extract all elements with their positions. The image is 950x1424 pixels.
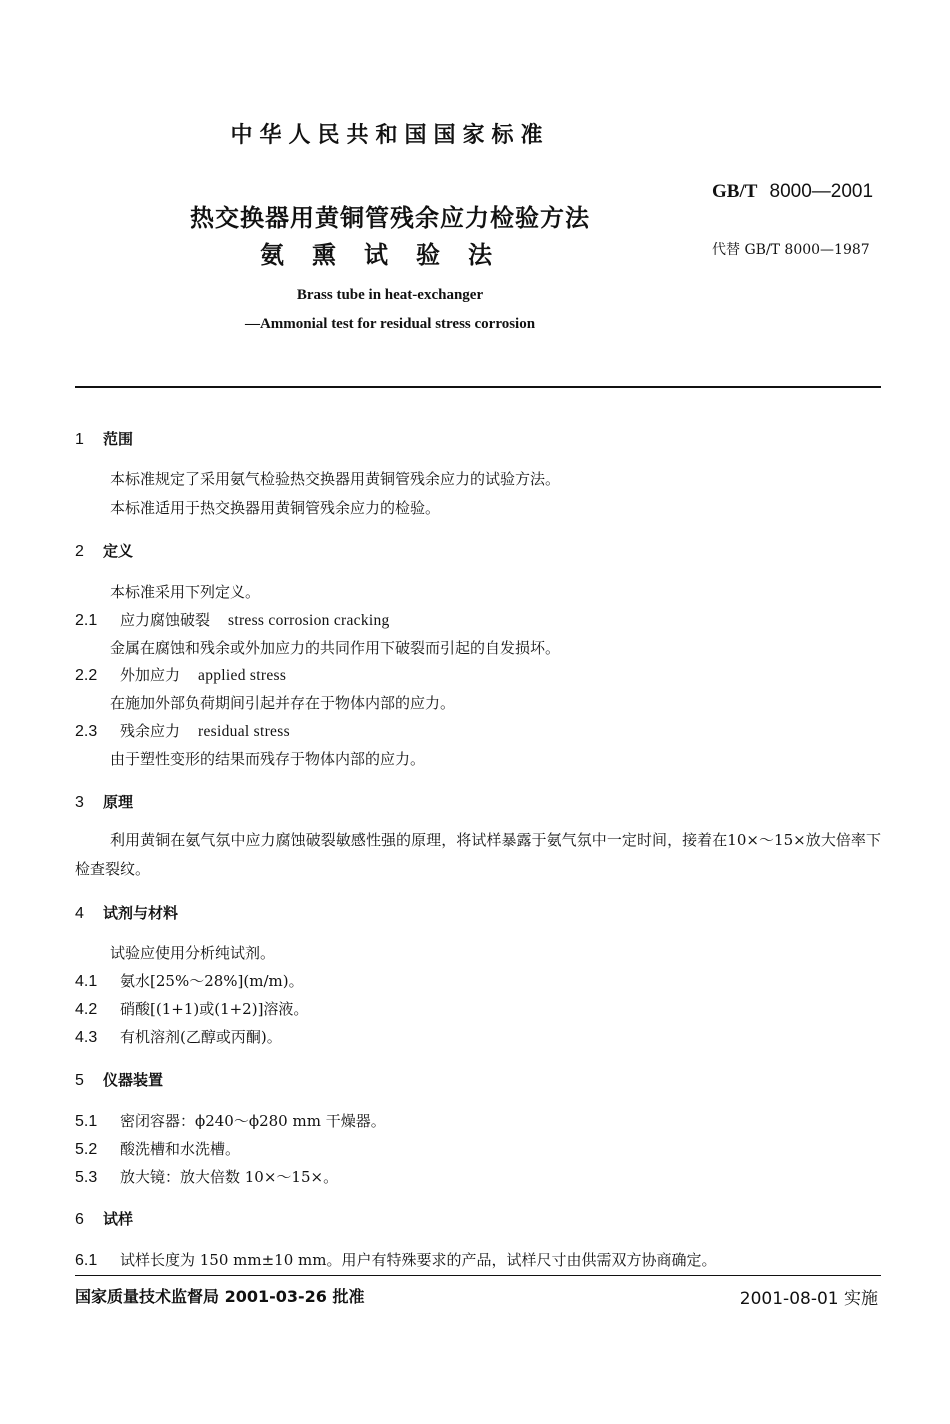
- section-heading: 4 试剂与材料: [75, 904, 179, 922]
- definition-text: 金属在腐蚀和残余或外加应力的共同作用下破裂而引起的自发损坏。: [110, 639, 561, 657]
- paragraph: 本标准采用下列定义。: [110, 583, 261, 601]
- document-title: 热交换器用黄铜管残余应力检验方法: [190, 204, 590, 232]
- list-item: 5.2 酸洗槽和水洗槽。: [75, 1140, 241, 1158]
- list-item: 4.1 氨水[25%～28%](m/m)。: [75, 972, 304, 990]
- list-item: 4.2 硝酸[(1+1)或(1+2)]溶液。: [75, 1000, 309, 1018]
- issued-by: 国家质量技术监督局 2001-03-26 批准: [75, 1287, 365, 1306]
- standard-code-number: 8000—2001: [769, 181, 874, 202]
- definition-term: 2.2 外加应力 applied stress: [75, 666, 287, 684]
- english-subtitle: —Ammonial test for residual stress corrosion: [244, 316, 536, 332]
- list-item: 5.3 放大镜：放大倍数 10×～15×。: [75, 1168, 339, 1186]
- replaces-note: 代替 GB/T 8000—1987: [712, 242, 870, 258]
- section-heading: 5 仪器装置: [75, 1071, 164, 1089]
- section-heading: 1 范围: [75, 430, 134, 448]
- paragraph: 试验应使用分析纯试剂。: [110, 944, 276, 962]
- list-item: 6.1 试样长度为 150 mm±10 mm。用户有特殊要求的产品，试样尺寸由供需双方协商确定。: [75, 1251, 717, 1269]
- standard-code-prefix: GB/T: [712, 181, 758, 202]
- definition-text: 由于塑性变形的结果而残存于物体内部的应力。: [110, 750, 426, 768]
- english-title: Brass tube in heat-exchanger: [296, 287, 484, 303]
- definition-term: 2.3 残余应力 residual stress: [75, 722, 290, 740]
- footer-divider: [75, 1275, 881, 1276]
- paragraph: 本标准适用于热交换器用黄铜管残余应力的检验。: [110, 499, 441, 517]
- paragraph: 利用黄铜在氨气氛中应力腐蚀破裂敏感性强的原理，将试样暴露于氨气氛中一定时间，接着在10×～15×放大倍率下检查裂纹。: [75, 831, 881, 878]
- section-heading: 2 定义: [75, 542, 134, 560]
- effective-date: 2001-08-01 实施: [739, 1289, 878, 1309]
- list-item: 4.3 有机溶剂(乙醇或丙酮)。: [75, 1028, 282, 1046]
- definition-term: 2.1 应力腐蚀破裂 stress corrosion cracking: [75, 611, 390, 629]
- document-subtitle: 氨熏试验法: [260, 241, 520, 269]
- definition-text: 在施加外部负荷期间引起并存在于物体内部的应力。: [110, 694, 456, 712]
- list-item: 5.1 密闭容器：ϕ240～ϕ280 mm 干燥器。: [75, 1112, 386, 1130]
- section-heading: 3 原理: [75, 793, 134, 811]
- section-heading: 6 试样: [75, 1210, 134, 1228]
- paragraph: 本标准规定了采用氨气检验热交换器用黄铜管残余应力的试验方法。: [110, 470, 561, 488]
- country-standard-heading: 中华人民共和国国家标准: [230, 123, 550, 148]
- header-divider: [75, 386, 881, 388]
